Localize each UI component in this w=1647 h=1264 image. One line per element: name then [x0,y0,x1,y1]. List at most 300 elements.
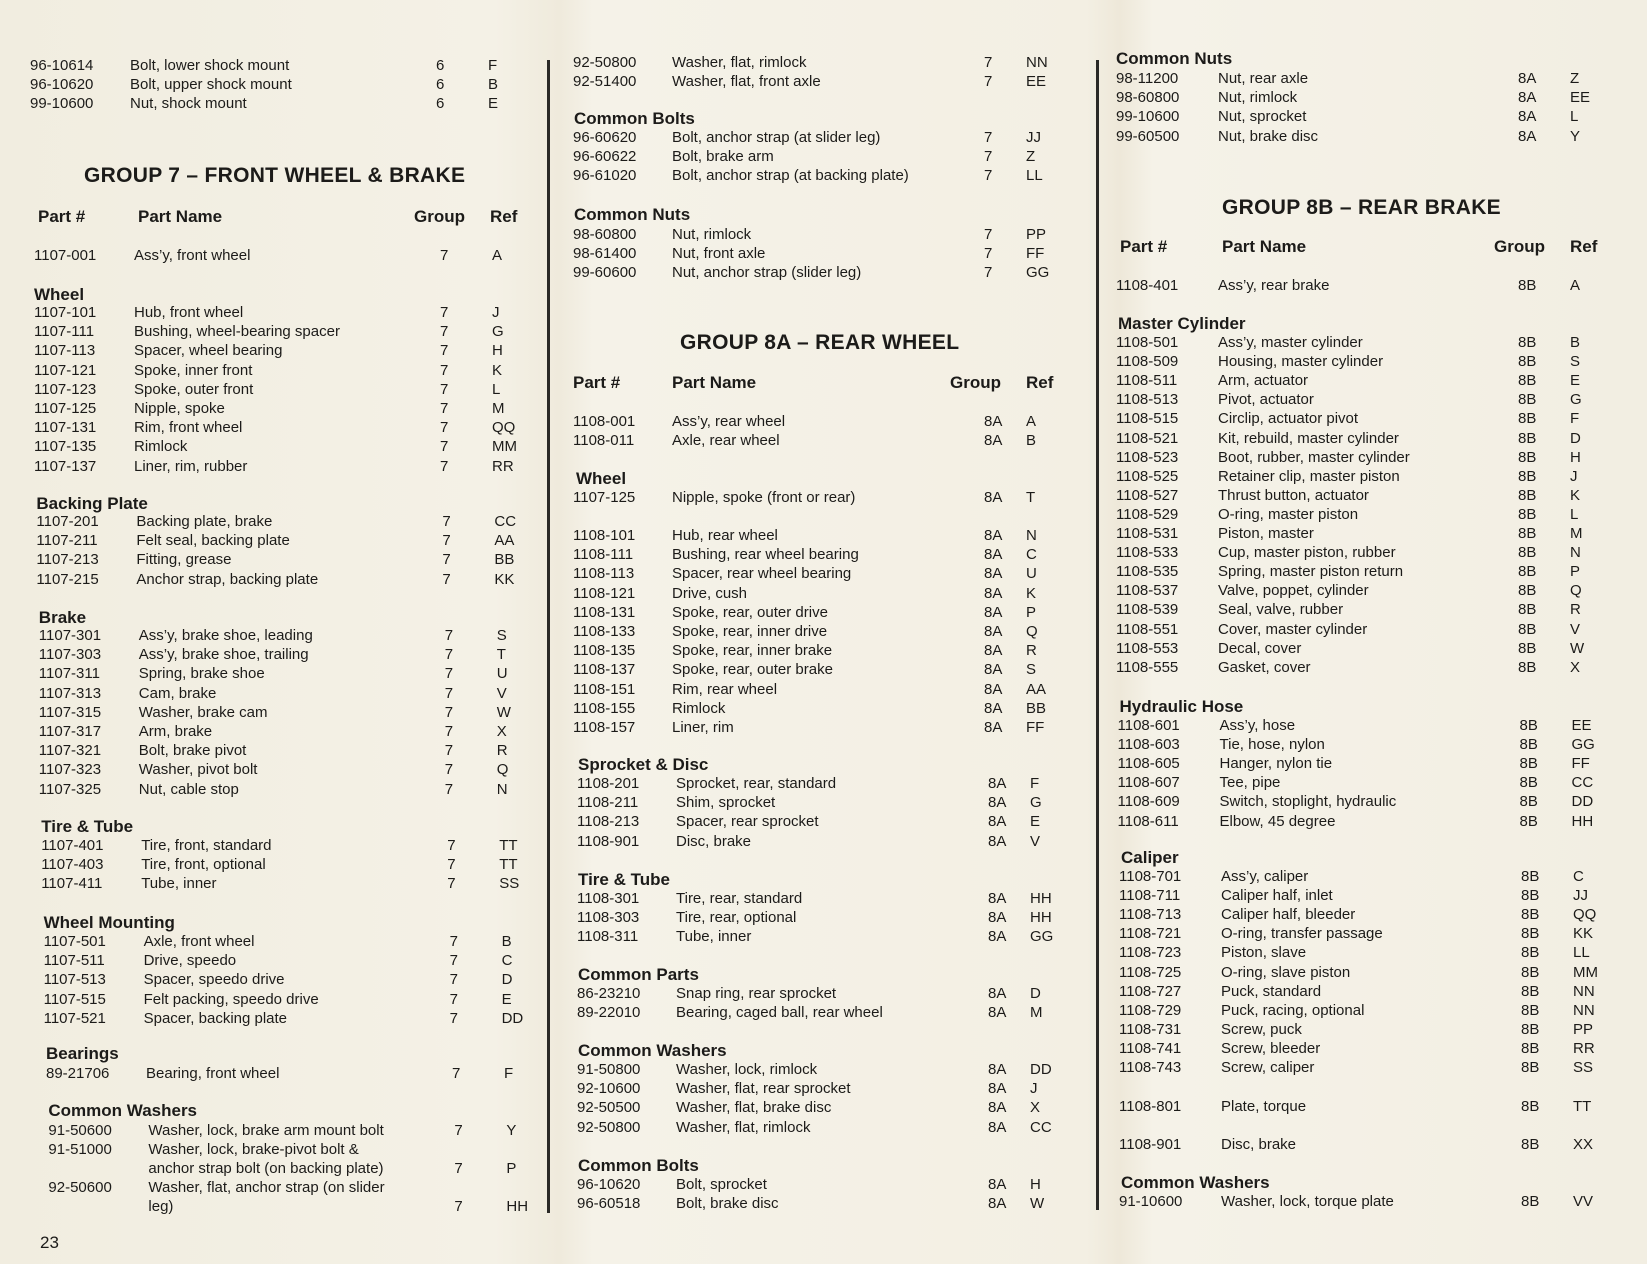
part-row [0,303,1647,323]
part-name: Drive, speedo [143,952,237,970]
part-group: 8A [988,1004,1007,1022]
part-row [0,225,1647,245]
part-group: 8B [1519,755,1538,773]
part-number: 1107-121 [34,361,97,379]
part-name: Snap ring, rear sprocket [676,985,837,1002]
part-number: 1108-501 [1116,334,1179,351]
part-row [0,680,1647,700]
part-name: Cover, master cylinder [1218,620,1368,638]
part-name: Felt seal, backing plate [136,532,290,550]
part-number: 1107-125 [34,400,97,417]
part-number: 1108-713 [1119,906,1182,924]
part-name: Spoke, rear, inner brake [672,642,833,660]
part-name: Puck, standard [1221,982,1322,1000]
part-name: Liner, rim, rubber [134,457,248,475]
part-name: Spacer, wheel bearing [134,342,283,360]
part-number: 1108-157 [573,719,636,736]
part-name: Axle, front wheel [143,933,255,950]
part-group: 7 [984,245,993,263]
part-number: 1108-111 [573,546,634,564]
part-name: Spoke, rear, outer brake [672,661,833,679]
part-ref: E [501,990,512,1008]
part-number: 1108-539 [1116,601,1179,619]
part-number: 92-10600 [577,1080,641,1098]
part-row [0,409,1647,429]
part-group: 8A [988,1118,1007,1136]
part-ref: G [1030,794,1042,812]
part-number: 1108-601 [1117,717,1180,734]
part-group: 8A [988,909,1007,927]
part-ref: K [1570,486,1581,504]
part-number: 1108-801 [1119,1098,1182,1115]
part-group: 7 [444,627,454,644]
part-number: 98-60800 [573,226,637,243]
part-name: Washer, flat, rimlock [676,1118,811,1136]
part-group: 7 [440,361,449,379]
part-name: Spoke, rear, inner drive [672,623,828,640]
part-group: 7 [442,551,451,569]
part-row [0,905,1647,925]
part-number: 98-60800 [1116,89,1180,107]
part-ref: HH [1571,812,1594,830]
part-group: 6 [436,95,445,112]
section-title: Master Cylinder [1118,314,1246,333]
part-name: Spring, master piston return [1218,563,1404,581]
part-row [0,88,1647,108]
part-number: 1108-521 [1116,429,1179,447]
part-group: 8A [988,1099,1007,1117]
part-ref: EE [1570,89,1591,107]
part-group: 8B [1521,963,1540,981]
part-row [0,812,1647,832]
part-row [0,867,1647,887]
part-ref: G [1570,391,1582,409]
part-group: 8B [1521,1020,1540,1038]
part-name: Hub, front wheel [134,304,244,321]
part-number: 91-10600 [1119,1193,1183,1210]
part-number: 1108-711 [1119,887,1181,905]
part-group: 7 [444,780,454,798]
part-group: 7 [444,665,454,683]
part-name: Fitting, grease [136,551,232,569]
part-ref: DD [501,1009,524,1027]
part-name: Hub, rear wheel [672,527,778,544]
part-ref: NN [1573,982,1595,1000]
part-ref: NN [1573,1001,1595,1019]
part-ref: MM [1573,963,1598,981]
part-group: 8A [984,719,1003,736]
part-ref: J [492,304,500,321]
part-name: Tire, rear, standard [676,890,803,907]
part-number: 1107-137 [34,457,97,475]
part-name: Nut, rimlock [672,226,752,243]
part-ref: R [1570,601,1581,619]
section-title: Brake [38,608,87,627]
part-row [0,639,1647,659]
part-number: 99-60500 [1116,127,1180,145]
part-name: Nut, front axle [672,245,766,263]
part-row [0,754,1647,774]
part-ref: X [1030,1099,1041,1117]
part-ref: E [488,95,499,112]
part-number: 1108-135 [573,642,636,660]
part-row [0,276,1647,296]
part-ref: PP [1573,1020,1594,1038]
part-name: Puck, racing, optional [1221,1001,1365,1019]
part-name: O-ring, master piston [1218,505,1359,523]
part-ref: L [1570,108,1579,126]
part-number: 96-10614 [30,57,94,74]
part-number: 1107-131 [34,419,97,437]
part-group: 7 [984,264,993,282]
part-ref: S [1026,661,1037,679]
part-group: 8A [988,775,1007,792]
part-row [0,963,1647,983]
part-name: Nut, rimlock [1218,89,1298,107]
part-name: Nut, shock mount [130,95,247,112]
part-number: 1108-513 [1116,391,1179,409]
section-title: Wheel [576,469,627,488]
part-ref: V [496,684,507,702]
part-number: 1107-301 [38,627,102,644]
part-ref: Z [1026,148,1036,166]
part-group: 8A [984,546,1003,564]
part-ref: CC [1030,1118,1052,1136]
part-group: 8A [984,680,1003,698]
part-name: O-ring, transfer passage [1221,925,1383,943]
part-ref: QQ [1573,906,1597,924]
part-number: 1108-511 [1116,372,1178,390]
part-name: Bolt, brake pivot [138,742,247,760]
part-name: Caliper half, inlet [1221,887,1333,905]
part-row [0,1192,1647,1212]
part-name: Nipple, spoke [134,400,225,417]
part-ref: T [1026,489,1036,506]
part-ref: LL [1026,167,1043,185]
part-ref: R [496,742,508,760]
header-part: Part # [38,207,86,226]
part-group: 8B [1521,1193,1540,1210]
part-name: Ass’y, master cylinder [1218,334,1363,351]
part-name: Screw, puck [1221,1020,1302,1038]
part-name: Ass’y, rear brake [1218,277,1330,294]
section-title: Sprocket & Disc [578,755,709,774]
part-name: Screw, bleeder [1221,1039,1321,1057]
part-group: 7 [440,400,449,417]
part-number: 1108-515 [1116,410,1179,428]
section-title: Common Washers [1121,1173,1270,1192]
part-number: 1108-011 [573,432,635,450]
part-number: 1108-533 [1116,544,1179,562]
part-ref: Q [1026,623,1038,640]
part-row [0,600,1647,620]
part-group: 8B [1518,277,1537,294]
part-ref: U [496,665,508,683]
part-number: 1107-323 [38,761,102,779]
part-name: Tire, front, optional [141,856,266,874]
part-ref: L [1570,505,1579,523]
part-number: 1108-213 [577,813,640,831]
part-number: 1107-123 [34,380,97,398]
part-ref: BB [494,551,515,569]
part-ref: X [1570,658,1581,676]
part-ref: C [501,952,513,970]
part-number: 1108-529 [1116,505,1179,523]
part-ref: N [496,780,508,798]
part-group: 8A [988,813,1007,831]
part-number: 98-61400 [573,245,637,263]
part-group: 7 [454,1122,463,1139]
header-ref: Ref [1026,373,1054,392]
part-number: 91-50800 [577,1061,641,1078]
part-group: 8A [984,584,1003,602]
part-name: Hanger, nylon tie [1219,755,1333,773]
part-number: 1107-513 [43,971,106,989]
part-ref: Y [1570,127,1581,145]
part-name: Sprocket, rear, standard [676,775,837,792]
part-number: 1107-403 [41,856,104,874]
part-row [0,107,1647,127]
section-title: Tire & Tube [41,817,134,836]
part-row [0,127,1647,147]
part-number: 1108-509 [1116,353,1179,371]
part-number: 1108-723 [1119,944,1182,962]
part-row [0,1020,1647,1040]
part-number: 1108-131 [573,603,636,621]
part-name: Ass’y, brake shoe, leading [138,627,313,644]
header-name: Part Name [672,373,757,392]
part-name: Pivot, actuator [1218,391,1314,409]
part-row [0,924,1647,944]
part-number: 1108-303 [577,909,640,927]
part-name: Nut, anchor strap (slider leg) [672,264,862,282]
part-group: 7 [442,513,451,530]
part-number: 99-10600 [30,95,94,112]
part-group: 7 [984,129,993,146]
part-name: Disc, brake [1221,1136,1297,1153]
part-name: Tie, hose, nylon [1219,736,1325,754]
section-title: Tire & Tube [578,870,670,889]
part-ref: R [1026,642,1037,660]
part-name: Spacer, backing plate [143,1009,288,1027]
part-row [0,716,1647,736]
part-group: 8B [1521,925,1540,943]
part-ref: Q [1570,582,1582,600]
section-title: Common Bolts [578,1156,699,1175]
part-number: 1108-741 [1119,1039,1182,1057]
part-row [0,166,1647,186]
section-title: Common Parts [578,965,699,984]
part-name: Washer, flat, rear sprocket [676,1080,851,1098]
part-group: 8B [1521,868,1540,885]
part-number: 1108-523 [1116,448,1179,466]
header-group: Group [950,373,1001,392]
part-ref: W [1030,1195,1045,1213]
section-title: Hydraulic Hose [1119,697,1244,716]
part-name: Boot, rubber, master cylinder [1218,448,1410,466]
part-group: 8B [1521,1098,1540,1115]
part-group: 8B [1518,563,1537,581]
part-ref: D [501,971,513,989]
part-group: 8B [1518,486,1537,504]
part-number: 1107-125 [573,489,636,506]
part-number: 91-50600 [48,1122,112,1139]
part-name: Housing, master cylinder [1218,353,1384,371]
part-group: 8B [1518,410,1537,428]
part-name: Bolt, brake disc [676,1195,779,1213]
part-name: Spoke, inner front [134,361,253,379]
part-ref: JJ [1026,129,1041,146]
part-name: Tee, pipe [1219,774,1281,792]
part-number: 96-10620 [30,76,94,93]
part-name: Nut, cable stop [138,780,239,798]
part-group: 7 [454,1160,463,1178]
part-number: 1108-155 [573,699,636,717]
header-ref: Ref [1570,237,1598,256]
part-name: Bushing, wheel-bearing spacer [134,323,340,341]
part-name: Spoke, outer front [134,380,254,398]
part-name: Plate, torque [1221,1098,1307,1115]
part-row [0,943,1647,963]
part-group: 8A [984,413,1003,430]
part-number: 1108-553 [1116,639,1179,657]
section-title: Wheel Mounting [43,913,175,932]
part-name: Washer, flat, front axle [672,73,821,90]
part-number: 92-50500 [577,1099,641,1117]
part-ref: A [1026,413,1037,430]
part-number: 89-21706 [46,1065,110,1082]
part-row [0,448,1647,468]
section-title: Common Washers [48,1101,198,1120]
part-group: 8B [1521,887,1540,905]
part-ref: CC [1571,774,1594,792]
part-name: Decal, cover [1218,639,1302,657]
part-ref: JJ [1573,887,1588,905]
part-ref: H [1030,1176,1041,1193]
part-group: 7 [984,73,993,90]
part-group: 8B [1518,353,1537,371]
part-ref: F [504,1065,514,1082]
part-name-cont: anchor strap bolt (on backing plate) [148,1160,384,1178]
part-ref: GG [1026,264,1050,282]
part-number: 1108-727 [1119,982,1182,1000]
part-ref: B [501,933,512,950]
part-number: 86-23210 [577,985,641,1002]
part-group: 8A [984,527,1003,544]
part-ref: HH [1030,909,1052,927]
part-ref: FF [1026,719,1045,736]
part-name: Washer, flat, brake disc [676,1099,832,1117]
part-name: Thrust button, actuator [1218,486,1369,504]
part-row [0,1039,1647,1059]
part-number: 1108-525 [1116,467,1179,485]
part-ref: S [496,627,507,644]
part-name: Washer, pivot bolt [138,761,258,779]
part-group: 8B [1518,429,1537,447]
part-group: 8B [1518,582,1537,600]
part-name: Backing plate, brake [136,513,273,530]
part-group: 7 [440,304,449,321]
part-ref: E [1570,372,1581,390]
part-row [0,658,1647,678]
part-number: 1107-325 [38,780,102,798]
part-name: Spacer, speedo drive [143,971,285,989]
part-group: 6 [436,57,445,74]
part-row [0,333,1647,353]
part-group: 8B [1521,1059,1540,1076]
part-row [0,581,1647,601]
part-group: 8B [1518,601,1537,619]
part-name: Piston, slave [1221,944,1307,962]
part-ref: KK [1573,925,1594,943]
part-ref: DD [1030,1061,1052,1078]
part-number: 1108-201 [577,775,640,792]
part-group: 7 [442,570,451,588]
part-name: Spring, brake shoe [138,665,265,683]
part-group: 7 [452,1065,461,1082]
part-group: 7 [447,837,456,854]
part-name: Nipple, spoke (front or rear) [672,489,856,506]
part-ref: V [1030,832,1041,850]
part-number: 1108-901 [1119,1136,1182,1153]
part-group: 7 [449,990,458,1008]
part-name: O-ring, slave piston [1221,963,1351,981]
part-name: Ass’y, rear wheel [672,413,786,430]
part-name: Bolt, anchor strap (at backing plate) [672,167,909,185]
part-group: 7 [984,167,993,185]
part-name: Drive, cush [672,584,748,602]
part-group: 8B [1518,658,1537,676]
part-ref: Q [496,761,509,779]
part-group: 8A [984,489,1003,506]
part-group: 8B [1519,774,1538,792]
part-ref: F [1030,775,1040,792]
part-group: 8B [1518,467,1537,485]
part-ref: Z [1570,70,1580,87]
part-group: 8A [988,1061,1007,1078]
part-number: 1108-605 [1117,755,1180,773]
part-ref: TT [499,837,518,854]
part-name: Washer, lock, brake-pivot bolt & [148,1141,359,1159]
part-group: 8B [1518,372,1537,390]
part-name-cont: leg) [148,1198,174,1216]
part-ref: MM [492,438,517,456]
part-group: 8B [1519,812,1538,830]
part-ref: TT [499,856,518,874]
part-group: 8B [1518,391,1537,409]
part-group: 8B [1521,1039,1540,1057]
part-group: 8B [1519,793,1538,811]
part-name: Switch, stoplight, hydraulic [1219,793,1397,811]
header-group: Group [1494,237,1545,256]
part-ref: SS [499,875,520,893]
part-group: 8B [1518,525,1537,542]
part-group: 8A [988,832,1007,850]
part-group: 8A [988,890,1007,907]
part-number: 1107-315 [38,703,102,721]
part-ref: X [496,723,507,740]
part-group: 8B [1519,717,1538,734]
part-number: 99-10600 [1116,108,1180,126]
part-group: 8A [984,661,1003,679]
part-ref: H [1570,448,1581,466]
part-group: 8A [1518,127,1537,145]
section-title: Common Bolts [574,109,695,128]
part-ref: B [1570,334,1581,351]
part-group: 8A [1518,70,1537,87]
part-group: 7 [444,646,454,664]
part-ref: AA [494,532,515,550]
